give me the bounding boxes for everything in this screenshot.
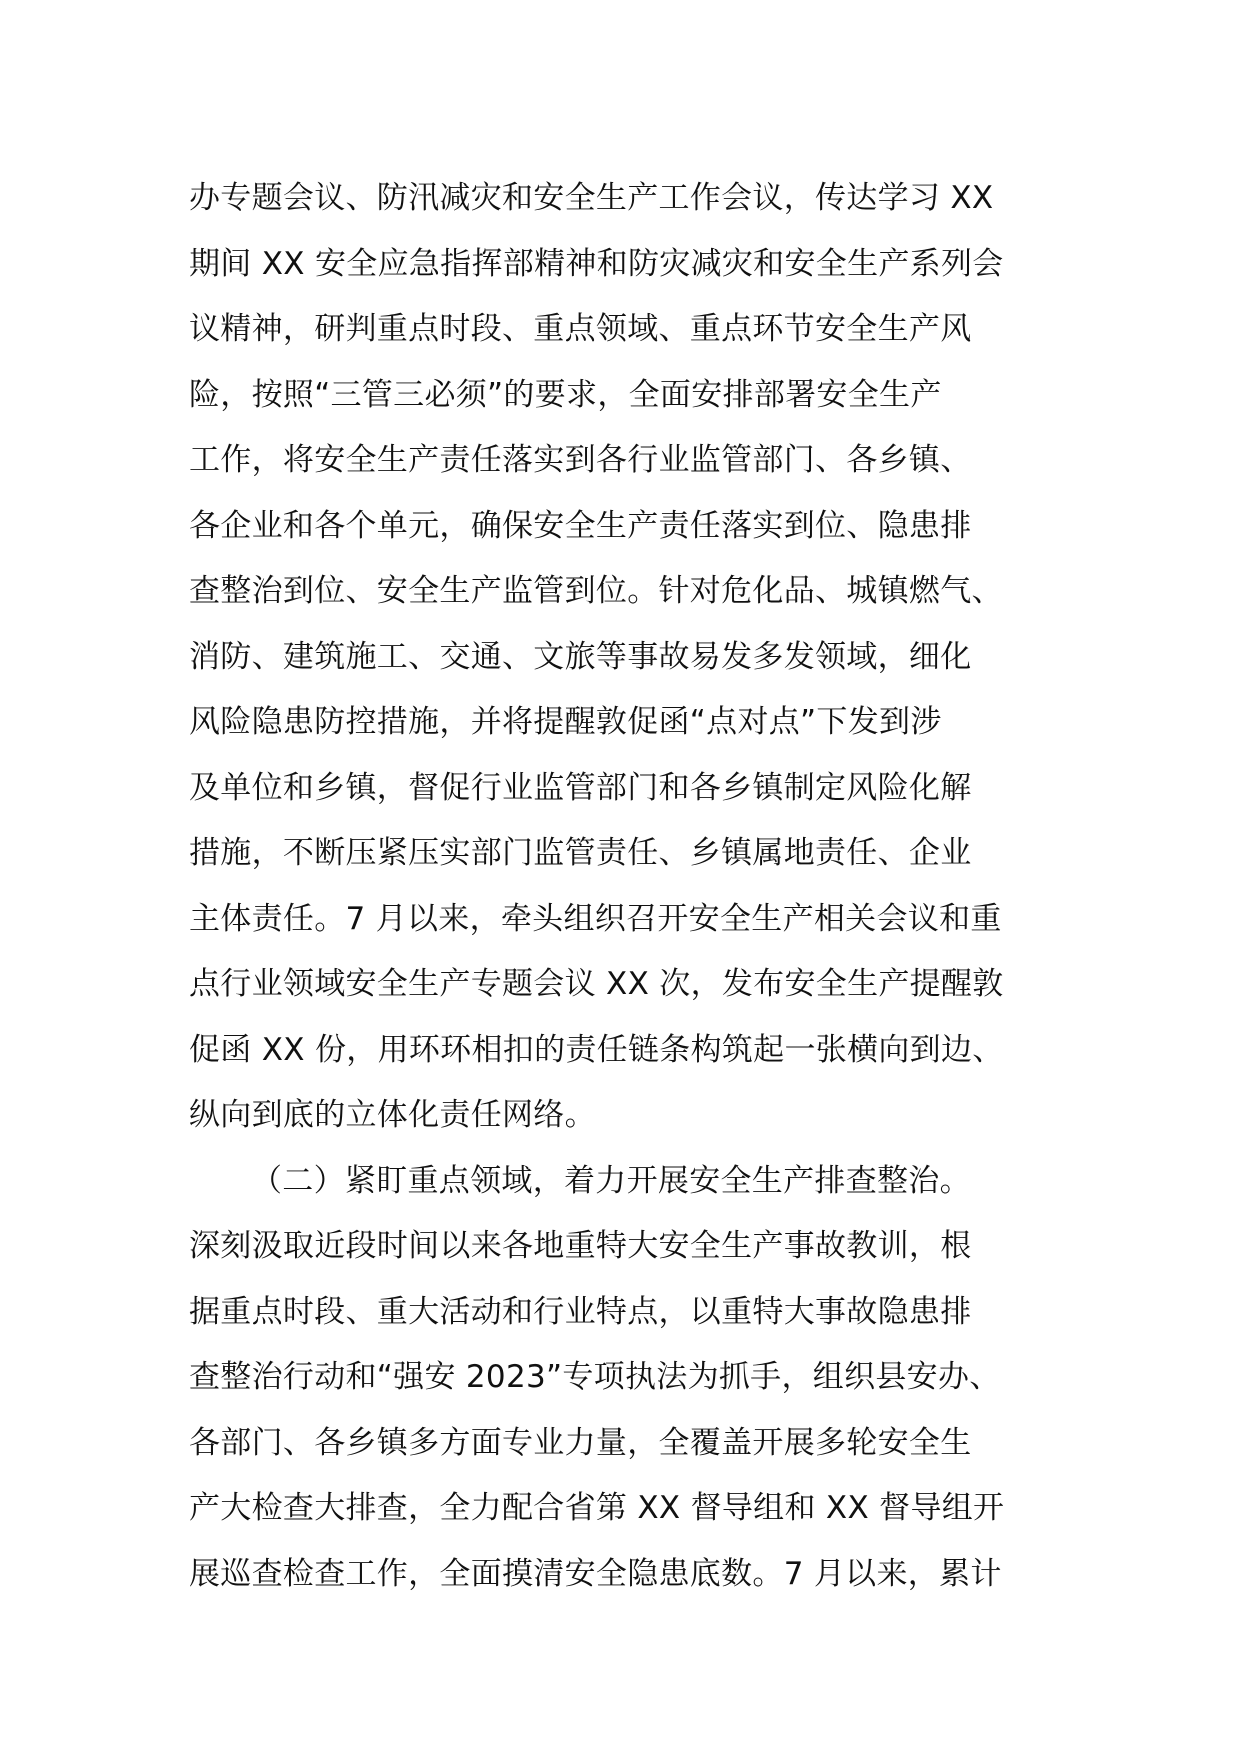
- text-line-4: 险，按照“三管三必须”的要求，全面安排部署安全生产: [189, 376, 942, 413]
- text-line-20: 各部门、各乡镇多方面专业力量，全覆盖开展多轮安全生: [189, 1424, 972, 1461]
- text-line-22: 展巡查检查工作，全面摸清安全隐患底数。7 月以来，累计: [189, 1555, 1002, 1592]
- text-line-11: 措施，不断压紧压实部门监管责任、乡镇属地责任、企业: [189, 835, 972, 871]
- text-line-10: 及单位和乡镇，督促行业监管部门和各乡镇制定风险化解: [189, 769, 972, 806]
- text-line-19: 查整治行动和“强安 2023”专项执法为抓手，组织县安办、: [189, 1359, 1001, 1395]
- text-line-7: 查整治到位、安全生产监管到位。针对危化品、城镇燃气、: [189, 573, 1003, 609]
- body-text: [189, 166, 1069, 1607]
- text-line-14: 促函 XX 份，用环环相扣的责任链条构筑起一张横向到边、: [189, 1031, 1004, 1068]
- text-line-12: 主体责任。7 月以来，牵头组织召开安全生产相关会议和重: [189, 900, 1002, 937]
- text-line-8: 消防、建筑施工、交通、文旅等事故易发多发领域，细化: [189, 638, 972, 675]
- section-heading: （二）紧盯重点领域，着力开展安全生产排查整治。: [251, 1162, 971, 1199]
- text-line-15: 纵向到底的立体化责任网络。: [189, 1097, 596, 1133]
- text-line-21: 产大检查大排查，全力配合省第 XX 督导组和 XX 督导组开: [189, 1490, 1005, 1526]
- text-line-17: 深刻汲取近段时间以来各地重特大安全生产事故教训，根: [189, 1228, 972, 1264]
- text-line-6: 各企业和各个单元，确保安全生产责任落实到位、隐患排: [189, 507, 972, 544]
- text-line-2: 期间 XX 安全应急指挥部精神和防灾减灾和安全生产系列会: [189, 245, 1004, 282]
- text-line-9: 风险隐患防控措施，并将提醒敦促函“点对点”下发到涉: [189, 704, 942, 740]
- text-line-13: 点行业领域安全生产专题会议 XX 次，发布安全生产提醒敦: [189, 966, 1004, 1002]
- text-line-1: 办专题会议、防汛减灾和安全生产工作会议，传达学习 XX: [189, 180, 994, 216]
- text-line-18: 据重点时段、重大活动和行业特点，以重特大事故隐患排: [189, 1293, 972, 1330]
- text-line-5: 工作，将安全生产责任落实到各行业监管部门、各乡镇、: [189, 442, 972, 478]
- text-line-3: 议精神，研判重点时段、重点领域、重点环节安全生产风: [189, 311, 972, 347]
